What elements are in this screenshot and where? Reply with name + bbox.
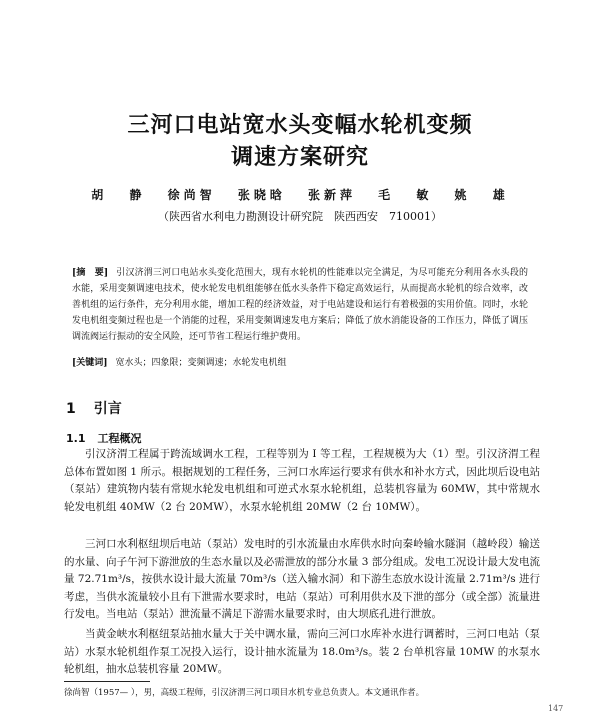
abstract-text: 引汉济渭三河口电站水头变化范围大，现有水轮机的性能难以完全满足，为尽可能充分利用各水头段的水能，采用变频调速电技术，使水轮发电机组能够在低水头条件下稳定高效运行，从而提高水轮机的综合效率，改善机组的运行条件，充分利用水能，增加工程的经济效益，对于电站建设和运行有着极强的实用价值。同时，水轮发电机组变频过程也是一个消能的过程，采用变频调速发电方案后；降低了放水消能设备的工作压力，降低了调压调流阀运行振动的安全风险，还可节省工程运行维护费用。	[72, 268, 528, 342]
section-heading	[66, 398, 122, 418]
keywords	[72, 355, 528, 371]
abstract	[72, 265, 528, 345]
subsection-heading	[66, 430, 142, 446]
affiliation: （陕西省水利电力勘测设计研究院 陕西西安 710001）	[158, 210, 442, 223]
keywords-text: 宽水头；四象限；变频调速；水轮发电机组	[115, 358, 287, 368]
paper-title-line-2: 调速方案研究	[230, 145, 369, 170]
body-paragraph: 引汉济渭工程属于跨流域调水工程，工程等别为 I 等工程，工程规模为大（1）型。引汉济渭工程总体布置如图 1 所示。根据规划的工程任务，三河口水库运行要求有供水和补水方式，因此坝后设电站（泵站）建筑物内装有常规水轮发电机组和可逆式水泵水轮机组，总装机容量为 60MW，其中常规水轮发电机组 40MW（2 台 20MW），水泵水轮机组 20MW（2 台 10MW）。	[64, 448, 540, 513]
section-title: 引言	[93, 401, 122, 417]
author-list: 胡 静 徐尚智 张晓晗 张新萍 毛 敏 姚 雄	[91, 188, 509, 202]
footnote: 徐尚智（1957— ），男，高级工程师，引汉济渭三河口项目水机专业总负责人。本文通讯作者。	[64, 688, 425, 698]
keywords-label: [关键词]	[72, 358, 108, 368]
section-number: 1	[66, 401, 76, 417]
paper-title-line-1: 三河口电站宽水头变幅水轮机变频	[127, 113, 473, 138]
page-number: 147	[548, 704, 564, 713]
body-paragraph: 三河口水利枢纽坝后电站（泵站）发电时的引水流量由水库供水时向秦岭输水隧洞（越岭段）输送的水量、向子午河下游泄放的生态水量以及必需泄放的部分水量 3 部分组成。发电工况设计最大发电流量 72.71m³/s，按供水设计最大流量 70m³/s（送入输水洞）和下游生态放水设计流量 2.71m³/s 进行考虑，当供水流量较小且有下泄需水要求时，电站（泵站）可利用供水及下泄的部分（或全部）流量进行发电。当电站（泵站）泄流量不满足下游需水量要求时，由大坝底孔进行泄放。	[64, 538, 540, 621]
subsection-title: 工程概况	[97, 432, 142, 445]
abstract-label: [摘 要]	[72, 268, 109, 278]
body-paragraph: 当黄金峡水利枢纽泵站抽水量大于关中调水量，需向三河口水库补水进行调蓄时，三河口电站（泵站）水泵水轮机组作泵工况投入运行，设计抽水流量为 18.0m³/s。装 2 台单机容量 10MW 的水泵水轮机组，抽水总装机容量 20MW。	[64, 628, 540, 676]
subsection-number: 1.1	[66, 432, 86, 445]
footnote-divider	[64, 681, 150, 682]
